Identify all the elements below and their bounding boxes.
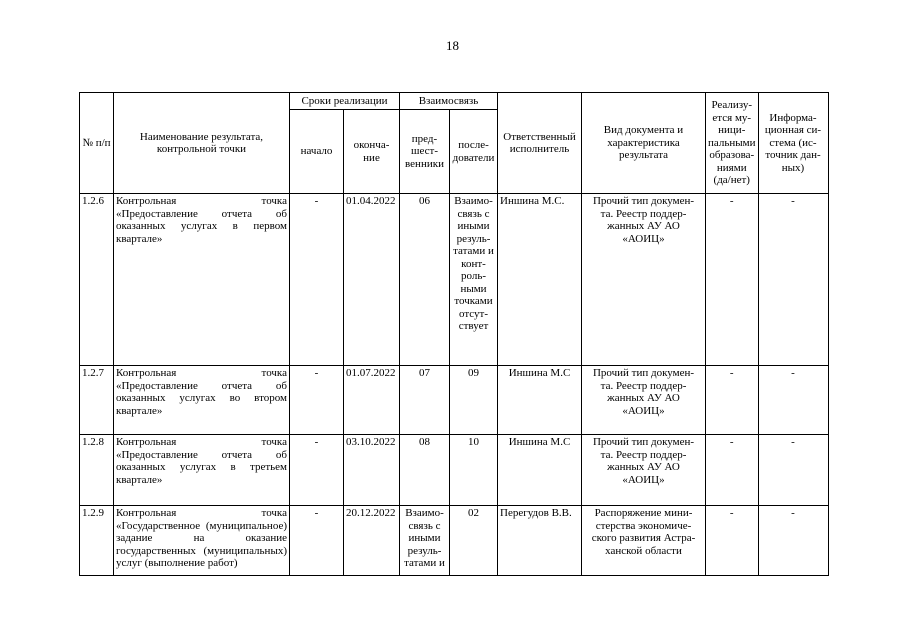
table-row xyxy=(80,366,829,435)
page-number: 18 xyxy=(446,38,459,53)
row-municipal: - xyxy=(706,366,759,435)
row-end: 20.12.2022 xyxy=(344,506,400,576)
row-end: 03.10.2022 xyxy=(344,435,400,506)
row-document: Распоряжение мини- стерства экономиче- ского развития Астра- ханской области xyxy=(582,506,706,576)
row-end: 01.07.2022 xyxy=(344,366,400,435)
row-name: Контрольная точка «Предоставление отчета об оказанных услугах в третьем квартале» xyxy=(114,435,290,506)
row-municipal: - xyxy=(706,194,759,366)
col-header-predecessors: пред- шест- венники xyxy=(400,110,450,194)
col-group-links: Взаимосвязь xyxy=(400,93,498,110)
row-successors: 02 xyxy=(450,506,498,576)
row-successors: 10 xyxy=(450,435,498,506)
col-group-terms: Сроки реализации xyxy=(290,93,400,110)
row-name: Контрольная точка «Предоставление отчета об оказанных услугах во втором квартале» xyxy=(114,366,290,435)
row-municipal: - xyxy=(706,435,759,506)
row-number: 1.2.9 xyxy=(80,506,114,576)
col-header-info-system: Информа- ционная си- стема (ис- точник дан- ных) xyxy=(758,93,828,194)
row-start: - xyxy=(290,194,344,366)
row-start: - xyxy=(290,506,344,576)
row-info-system: - xyxy=(758,435,828,506)
row-end: 01.04.2022 xyxy=(344,194,400,366)
row-start: - xyxy=(290,435,344,506)
row-number: 1.2.8 xyxy=(80,435,114,506)
row-start: - xyxy=(290,366,344,435)
row-document: Прочий тип докумен- та. Реестр поддер- жанных АУ АО «АОИЦ» xyxy=(582,366,706,435)
col-header-document: Вид документа и характеристика результата xyxy=(582,93,706,194)
row-responsible: Иншина М.С. xyxy=(498,194,582,366)
row-municipal: - xyxy=(706,506,759,576)
row-successors: 09 xyxy=(450,366,498,435)
row-predecessors: Взаимо- связь с иными резуль- татами и xyxy=(400,506,450,576)
col-header-num: № п/п xyxy=(80,93,114,194)
row-responsible: Иншина М.С xyxy=(498,366,582,435)
col-header-successors: после- дователи xyxy=(450,110,498,194)
row-info-system: - xyxy=(758,194,828,366)
row-number: 1.2.6 xyxy=(80,194,114,366)
row-number: 1.2.7 xyxy=(80,366,114,435)
col-header-name: Наименование результата, контрольной точки xyxy=(114,93,290,194)
header-row-1 xyxy=(80,93,829,110)
row-info-system: - xyxy=(758,366,828,435)
table-row xyxy=(80,435,829,506)
row-responsible: Иншина М.С xyxy=(498,435,582,506)
row-responsible: Перегудов В.В. xyxy=(498,506,582,576)
row-name: Контрольная точка «Государственное (муниципальное) задание на оказание государственных (муниципальных) услуг (выполнение работ) xyxy=(114,506,290,576)
row-name: Контрольная точка «Предоставление отчета об оказанных услугах в первом квартале» xyxy=(114,194,290,366)
col-header-end: оконча- ние xyxy=(344,110,400,194)
row-successors: Взаимо- связь с иными резуль- татами и конт- роль- ными точками отсут- ствует xyxy=(450,194,498,366)
table-row xyxy=(80,194,829,366)
row-predecessors: 08 xyxy=(400,435,450,506)
row-document: Прочий тип докумен- та. Реестр поддер- жанных АУ АО «АОИЦ» xyxy=(582,435,706,506)
row-info-system: - xyxy=(758,506,828,576)
row-predecessors: 07 xyxy=(400,366,450,435)
row-document: Прочий тип докумен- та. Реестр поддер- жанных АУ АО «АОИЦ» xyxy=(582,194,706,366)
col-header-start: начало xyxy=(290,110,344,194)
row-predecessors: 06 xyxy=(400,194,450,366)
table-row xyxy=(80,506,829,576)
col-header-responsible: Ответственный исполнитель xyxy=(498,93,582,194)
col-header-municipal: Реализу- ется му- ници- пальными образова- ниями (да/нет) xyxy=(706,93,759,194)
results-table xyxy=(79,92,829,576)
